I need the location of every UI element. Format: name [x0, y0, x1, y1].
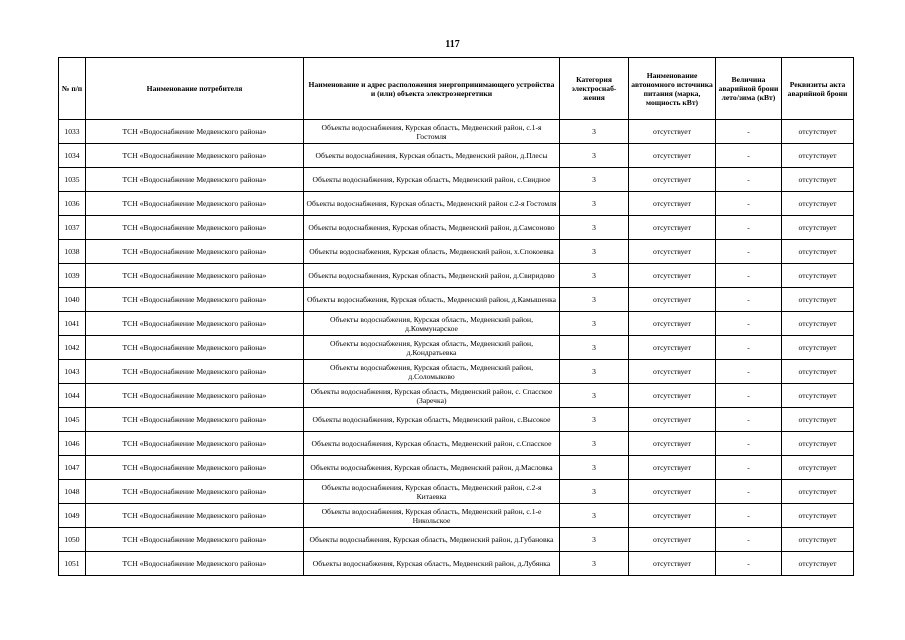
row-number-cell: 1034: [59, 144, 86, 168]
object-address-cell: Объекты водоснабжения, Курская область, Медвенский район, с. Спасское (Заречка): [304, 384, 560, 408]
supply-category-cell: 3: [560, 408, 629, 432]
reserve-value-cell: -: [716, 552, 782, 576]
header-power-source: Наименование автономного источника питания (марка, мощность кВт): [629, 58, 716, 120]
row-number-cell: 1039: [59, 264, 86, 288]
header-consumer: Наименование потребителя: [86, 58, 304, 120]
table-row: [59, 312, 854, 336]
power-source-cell: отсутствует: [629, 456, 716, 480]
supply-category-cell: 3: [560, 552, 629, 576]
consumer-name-cell: ТСН «Водоснабжение Медвенского района»: [86, 456, 304, 480]
act-details-cell: отсутствует: [782, 168, 854, 192]
act-details-cell: отсутствует: [782, 528, 854, 552]
reserve-value-cell: -: [716, 432, 782, 456]
object-address-cell: Объекты водоснабжения, Курская область, Медвенский район с.2-я Гостомля: [304, 192, 560, 216]
object-address-cell: Объекты водоснабжения, Курская область, Медвенский район, д.Кондратьевка: [304, 336, 560, 360]
row-number-cell: 1042: [59, 336, 86, 360]
supply-category-cell: 3: [560, 120, 629, 144]
row-number-cell: 1036: [59, 192, 86, 216]
supply-category-cell: 3: [560, 360, 629, 384]
act-details-cell: отсутствует: [782, 480, 854, 504]
row-number-cell: 1037: [59, 216, 86, 240]
act-details-cell: отсутствует: [782, 336, 854, 360]
supply-category-cell: 3: [560, 240, 629, 264]
supply-category-cell: 3: [560, 336, 629, 360]
power-source-cell: отсутствует: [629, 552, 716, 576]
header-act-details: Реквизиты акта аварийной брони: [782, 58, 854, 120]
table-row: [59, 504, 854, 528]
table-row: [59, 456, 854, 480]
reserve-value-cell: -: [716, 168, 782, 192]
consumer-name-cell: ТСН «Водоснабжение Медвенского района»: [86, 432, 304, 456]
reserve-value-cell: -: [716, 408, 782, 432]
table-row: [59, 168, 854, 192]
table-row: [59, 408, 854, 432]
consumer-name-cell: ТСН «Водоснабжение Медвенского района»: [86, 384, 304, 408]
act-details-cell: отсутствует: [782, 432, 854, 456]
object-address-cell: Объекты водоснабжения, Курская область, Медвенский район, с.2-я Китаевка: [304, 480, 560, 504]
row-number-cell: 1051: [59, 552, 86, 576]
header-object-address: Наименование и адрес расположения энергопринимающего устройства и (или) объекта электроэнергетики: [304, 58, 560, 120]
consumer-name-cell: ТСН «Водоснабжение Медвенского района»: [86, 552, 304, 576]
consumer-name-cell: ТСН «Водоснабжение Медвенского района»: [86, 528, 304, 552]
supply-category-cell: 3: [560, 384, 629, 408]
consumer-name-cell: ТСН «Водоснабжение Медвенского района»: [86, 192, 304, 216]
supply-category-cell: 3: [560, 456, 629, 480]
power-source-cell: отсутствует: [629, 408, 716, 432]
act-details-cell: отсутствует: [782, 192, 854, 216]
power-source-cell: отсутствует: [629, 144, 716, 168]
page-number: 117: [445, 39, 460, 50]
supply-category-cell: 3: [560, 432, 629, 456]
power-source-cell: отсутствует: [629, 192, 716, 216]
reserve-value-cell: -: [716, 456, 782, 480]
power-source-cell: отсутствует: [629, 480, 716, 504]
act-details-cell: отсутствует: [782, 216, 854, 240]
consumer-name-cell: ТСН «Водоснабжение Медвенского района»: [86, 480, 304, 504]
power-source-cell: отсутствует: [629, 528, 716, 552]
object-address-cell: Объекты водоснабжения, Курская область, Медвенский район, х.Спокоевка: [304, 240, 560, 264]
header-number: № п/п: [59, 58, 86, 120]
consumer-name-cell: ТСН «Водоснабжение Медвенского района»: [86, 360, 304, 384]
consumer-name-cell: ТСН «Водоснабжение Медвенского района»: [86, 336, 304, 360]
reserve-value-cell: -: [716, 336, 782, 360]
table-row: [59, 288, 854, 312]
power-source-cell: отсутствует: [629, 336, 716, 360]
row-number-cell: 1045: [59, 408, 86, 432]
table-row: [59, 336, 854, 360]
table-row: [59, 264, 854, 288]
consumer-name-cell: ТСН «Водоснабжение Медвенского района»: [86, 504, 304, 528]
row-number-cell: 1040: [59, 288, 86, 312]
reserve-value-cell: -: [716, 480, 782, 504]
power-source-cell: отсутствует: [629, 432, 716, 456]
row-number-cell: 1050: [59, 528, 86, 552]
header-category: Категория электроснаб-жения: [560, 58, 629, 120]
table-row: [59, 384, 854, 408]
act-details-cell: отсутствует: [782, 144, 854, 168]
power-source-cell: отсутствует: [629, 312, 716, 336]
act-details-cell: отсутствует: [782, 120, 854, 144]
object-address-cell: Объекты водоснабжения, Курская область, Медвенский район, д.Лубянка: [304, 552, 560, 576]
object-address-cell: Объекты водоснабжения, Курская область, Медвенский район, с.Свидное: [304, 168, 560, 192]
supply-category-cell: 3: [560, 264, 629, 288]
reserve-value-cell: -: [716, 312, 782, 336]
supply-category-cell: 3: [560, 504, 629, 528]
row-number-cell: 1044: [59, 384, 86, 408]
row-number-cell: 1049: [59, 504, 86, 528]
supply-category-cell: 3: [560, 216, 629, 240]
object-address-cell: Объекты водоснабжения, Курская область, Медвенский район, с.Высокое: [304, 408, 560, 432]
act-details-cell: отсутствует: [782, 312, 854, 336]
table-row: [59, 528, 854, 552]
reserve-value-cell: -: [716, 384, 782, 408]
supply-category-cell: 3: [560, 192, 629, 216]
object-address-cell: Объекты водоснабжения, Курская область, Медвенский район, д.Самсоново: [304, 216, 560, 240]
act-details-cell: отсутствует: [782, 384, 854, 408]
table-row: [59, 360, 854, 384]
reserve-value-cell: -: [716, 120, 782, 144]
supply-category-cell: 3: [560, 288, 629, 312]
object-address-cell: Объекты водоснабжения, Курская область, Медвенский район, д.Коммунарское: [304, 312, 560, 336]
object-address-cell: Объекты водоснабжения, Курская область, Медвенский район, д.Камышенка: [304, 288, 560, 312]
header-reserve-value: Величина аварийной брони лето/зима (кВт): [716, 58, 782, 120]
consumer-name-cell: ТСН «Водоснабжение Медвенского района»: [86, 240, 304, 264]
power-source-cell: отсутствует: [629, 384, 716, 408]
object-address-cell: Объекты водоснабжения, Курская область, Медвенский район, с.1-я Гостомля: [304, 120, 560, 144]
table-row: [59, 552, 854, 576]
reserve-value-cell: -: [716, 360, 782, 384]
table-row: [59, 480, 854, 504]
row-number-cell: 1048: [59, 480, 86, 504]
table-row: [59, 120, 854, 144]
supply-category-cell: 3: [560, 168, 629, 192]
power-source-cell: отсутствует: [629, 288, 716, 312]
table-row: [59, 192, 854, 216]
reserve-value-cell: -: [716, 288, 782, 312]
supply-category-cell: 3: [560, 480, 629, 504]
reserve-value-cell: -: [716, 528, 782, 552]
reserve-value-cell: -: [716, 504, 782, 528]
act-details-cell: отсутствует: [782, 288, 854, 312]
consumer-name-cell: ТСН «Водоснабжение Медвенского района»: [86, 168, 304, 192]
consumer-name-cell: ТСН «Водоснабжение Медвенского района»: [86, 144, 304, 168]
act-details-cell: отсутствует: [782, 264, 854, 288]
row-number-cell: 1035: [59, 168, 86, 192]
reserve-value-cell: -: [716, 264, 782, 288]
power-source-cell: отсутствует: [629, 504, 716, 528]
table-row: [59, 432, 854, 456]
power-source-cell: отсутствует: [629, 168, 716, 192]
row-number-cell: 1043: [59, 360, 86, 384]
object-address-cell: Объекты водоснабжения, Курская область, Медвенский район, д.Соломыково: [304, 360, 560, 384]
row-number-cell: 1038: [59, 240, 86, 264]
reserve-value-cell: -: [716, 144, 782, 168]
act-details-cell: отсутствует: [782, 240, 854, 264]
power-source-cell: отсутствует: [629, 120, 716, 144]
act-details-cell: отсутствует: [782, 408, 854, 432]
act-details-cell: отсутствует: [782, 552, 854, 576]
row-number-cell: 1041: [59, 312, 86, 336]
power-source-cell: отсутствует: [629, 264, 716, 288]
object-address-cell: Объекты водоснабжения, Курская область, Медвенский район, д.Плесы: [304, 144, 560, 168]
object-address-cell: Объекты водоснабжения, Курская область, Медвенский район, с.Спасское: [304, 432, 560, 456]
supply-category-cell: 3: [560, 312, 629, 336]
reserve-value-cell: -: [716, 192, 782, 216]
supply-category-cell: 3: [560, 528, 629, 552]
row-number-cell: 1033: [59, 120, 86, 144]
table-body: [59, 120, 854, 576]
table-row: [59, 216, 854, 240]
object-address-cell: Объекты водоснабжения, Курская область, Медвенский район, д.Свиридово: [304, 264, 560, 288]
object-address-cell: Объекты водоснабжения, Курская область, Медвенский район, с.1-е Никольское: [304, 504, 560, 528]
object-address-cell: Объекты водоснабжения, Курская область, Медвенский район, д.Губановка: [304, 528, 560, 552]
consumer-name-cell: ТСН «Водоснабжение Медвенского района»: [86, 408, 304, 432]
row-number-cell: 1046: [59, 432, 86, 456]
power-source-cell: отсутствует: [629, 216, 716, 240]
reserve-value-cell: -: [716, 216, 782, 240]
consumer-name-cell: ТСН «Водоснабжение Медвенского района»: [86, 264, 304, 288]
consumer-name-cell: ТСН «Водоснабжение Медвенского района»: [86, 288, 304, 312]
object-address-cell: Объекты водоснабжения, Курская область, Медвенский район, д.Масловка: [304, 456, 560, 480]
reserve-value-cell: -: [716, 240, 782, 264]
act-details-cell: отсутствует: [782, 504, 854, 528]
consumer-name-cell: ТСН «Водоснабжение Медвенского района»: [86, 312, 304, 336]
header-row: [59, 58, 854, 120]
reserve-table: [58, 57, 854, 576]
power-source-cell: отсутствует: [629, 240, 716, 264]
consumer-name-cell: ТСН «Водоснабжение Медвенского района»: [86, 120, 304, 144]
act-details-cell: отсутствует: [782, 456, 854, 480]
table-row: [59, 144, 854, 168]
consumer-name-cell: ТСН «Водоснабжение Медвенского района»: [86, 216, 304, 240]
row-number-cell: 1047: [59, 456, 86, 480]
supply-category-cell: 3: [560, 144, 629, 168]
table-row: [59, 240, 854, 264]
power-source-cell: отсутствует: [629, 360, 716, 384]
act-details-cell: отсутствует: [782, 360, 854, 384]
